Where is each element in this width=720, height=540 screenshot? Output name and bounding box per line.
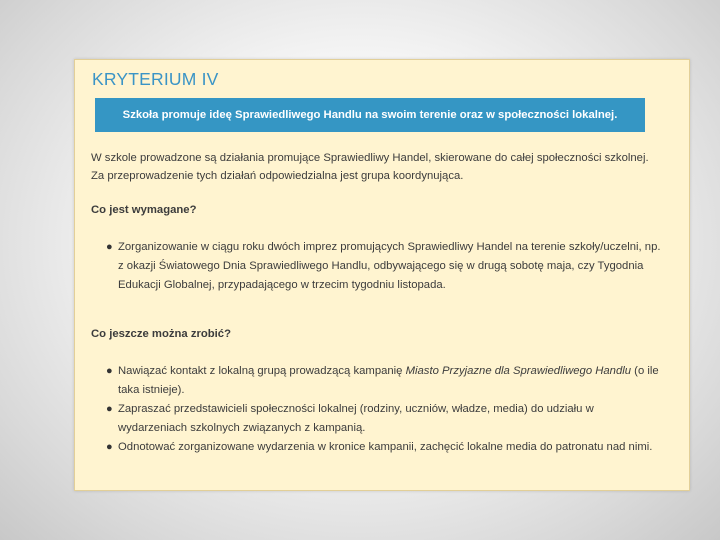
list-item-text: Nawiązać kontakt z lokalną grupą prowadzącą kampanię — [118, 365, 406, 377]
list-item-text: Odnotować zorganizowane wydarzenia w kronice kampanii, zachęcić lokalne media do patronatu nad nimi. — [118, 441, 653, 453]
bullet-icon: ● — [106, 241, 113, 253]
list-item-text: Zorganizowanie w ciągu roku dwóch imprez promujących Sprawiedliwy Handel na terenie szkoły/uczelni, np. z okazji Światowego Dnia Sprawiedliwego Handlu, odbywającego się w drugą sobotę maja, czy Tygodnia Edukacji Globalnej, przypadającego w trzecim tygodniu listopada. — [118, 241, 661, 291]
more-heading: Co jeszcze można zrobić? — [91, 328, 231, 340]
criterion-card — [74, 59, 690, 491]
campaign-name: Miasto Przyjazne dla Sprawiedliwego Handlu — [405, 365, 632, 377]
more-list — [75, 362, 665, 457]
criterion-banner: Szkoła promuje ideę Sprawiedliwego Handlu na swoim terenie oraz w społeczności lokalnej. — [95, 98, 645, 132]
criterion-title: KRYTERIUM IV — [92, 69, 219, 89]
list-item — [75, 438, 665, 457]
bullet-icon: ● — [106, 441, 113, 453]
list-item-text-tail: (o ile taka istnieje). — [118, 365, 659, 396]
required-list — [75, 238, 665, 295]
required-heading: Co jest wymagane? — [91, 204, 197, 216]
list-item — [75, 400, 665, 438]
list-item — [75, 362, 665, 400]
bullet-icon: ● — [106, 403, 113, 415]
list-item — [75, 238, 665, 295]
intro-paragraph: W szkole prowadzone są działania promujące Sprawiedliwy Handel, skierowane do całej społeczności szkolnej. Za przeprowadzenie tych działań odpowiedzialna jest grupa koordynująca. — [91, 152, 649, 182]
bullet-icon: ● — [106, 365, 113, 377]
list-item-text: Zapraszać przedstawicieli społeczności lokalnej (rodziny, uczniów, władze, media) do udziału w wydarzeniach szkolnych związanych z kampanią. — [118, 403, 594, 434]
